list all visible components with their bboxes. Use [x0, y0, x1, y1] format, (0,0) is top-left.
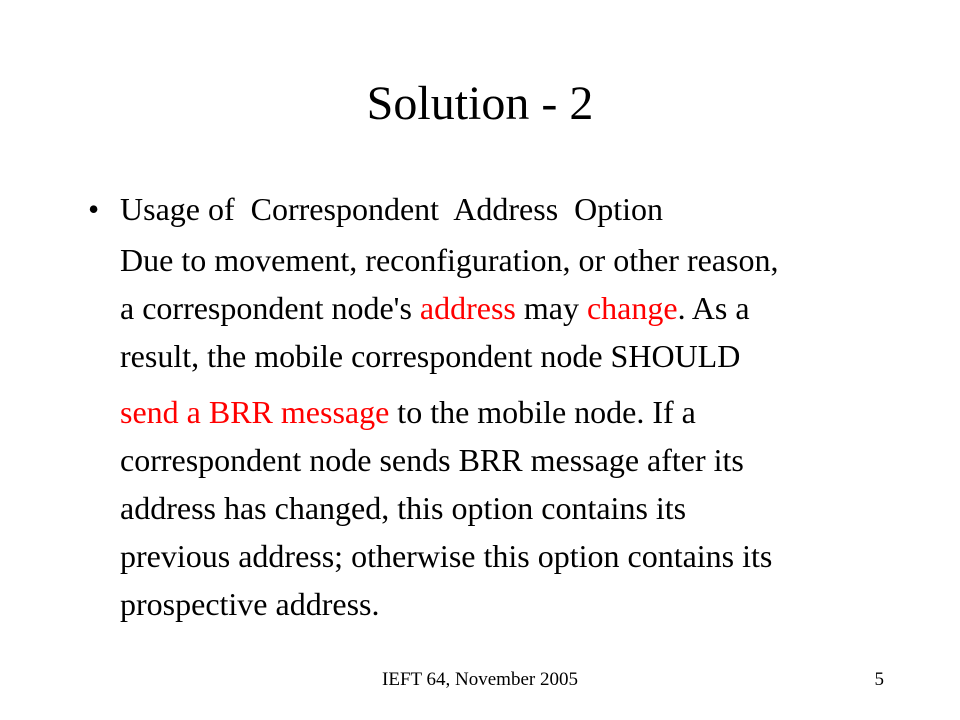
- paragraph-2-line-3: address has changed, this option contains its: [120, 490, 687, 526]
- paragraph-1: [120, 236, 900, 380]
- paragraph-1-line-3: result, the mobile correspondent node SHOULD: [120, 338, 741, 374]
- paragraph-2-line-2: correspondent node sends BRR message after its: [120, 442, 744, 478]
- bullet-text: Usage of Correspondent Address Option: [120, 191, 664, 227]
- paragraph-2-line-4: previous address; otherwise this option contains its: [120, 538, 773, 574]
- paragraph-2: [120, 388, 900, 628]
- text-segment: a correspondent node's: [120, 290, 420, 326]
- text-segment: . As a: [677, 290, 750, 326]
- paragraph-1-line-2: [120, 284, 900, 332]
- highlighted-text-send-brr: send a BRR message: [120, 394, 390, 430]
- text-segment: to the mobile node. If a: [389, 394, 696, 430]
- paragraph-2-line-1: [120, 388, 900, 436]
- paragraph-1-line-1: Due to movement, reconfiguration, or other reason,: [120, 242, 779, 278]
- highlighted-text-change: change: [586, 290, 678, 326]
- text-segment: may: [515, 290, 587, 326]
- bullet-icon: •: [88, 191, 100, 227]
- highlighted-text-address: address: [419, 290, 516, 326]
- slide-title: Solution - 2: [366, 77, 594, 130]
- footer-label: IEFT 64, November 2005: [382, 669, 578, 690]
- paragraph-2-line-5: prospective address.: [120, 586, 380, 622]
- bullet-item: [88, 187, 663, 231]
- page-number: 5: [874, 669, 884, 690]
